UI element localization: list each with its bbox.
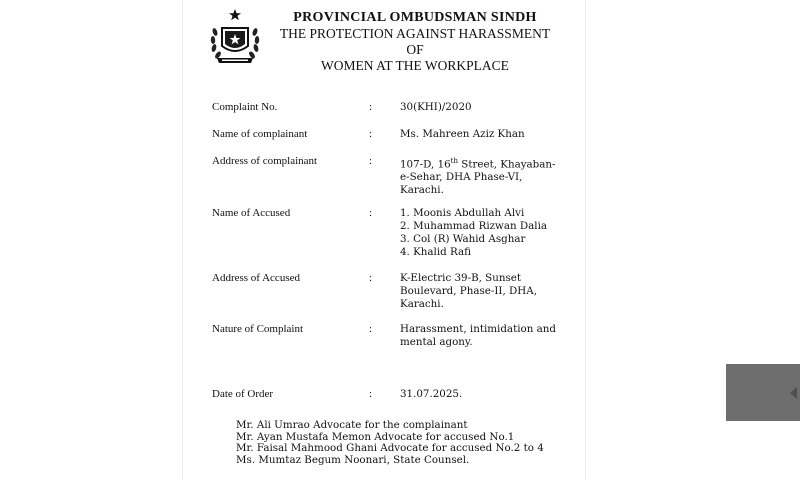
- accused-names-list: [400, 207, 570, 259]
- accused-address-line: K-Electric 39-B, Sunset: [400, 272, 522, 284]
- field-separator: :: [369, 155, 373, 167]
- field-separator: :: [369, 388, 373, 400]
- complaint-number-value: 30(KHI)/2020: [400, 101, 472, 113]
- complaint-number-label: Complaint No.: [212, 101, 278, 113]
- complaint-nature-line: mental agony.: [400, 336, 473, 348]
- field-separator: :: [369, 207, 373, 219]
- counsel-item: Mr. Ali Umrao Advocate for the complainant: [236, 419, 468, 431]
- order-date-value: 31.07.2025.: [400, 388, 463, 400]
- accused-names-label: Name of Accused: [212, 207, 291, 219]
- organization-header: [270, 10, 560, 74]
- list-item: 1. Moonis Abdullah Alvi: [400, 207, 525, 219]
- emblem-seal-icon: [208, 8, 262, 66]
- complainant-address-value: [400, 155, 570, 197]
- counsel-list: [236, 420, 544, 466]
- field-separator: :: [369, 323, 373, 335]
- side-panel-toggle[interactable]: [726, 364, 800, 421]
- counsel-item: Mr. Ayan Mustafa Memon Advocate for accused No.1: [236, 430, 515, 443]
- complaint-nature-label: Nature of Complaint: [212, 323, 304, 335]
- complainant-address-label: Address of complainant: [212, 155, 318, 167]
- field-separator: :: [369, 101, 373, 113]
- counsel-item: Mr. Faisal Mahmood Ghani Advocate for accused No.2 to 4: [236, 442, 544, 454]
- organization-subtitle-line-2: WOMEN AT THE WORKPLACE: [321, 58, 509, 73]
- accused-address-value: [400, 272, 570, 311]
- list-item: 3. Col (R) Wahid Asghar: [400, 233, 526, 245]
- complainant-address-line-1: 107-D, 16th Street, Khayaban-: [400, 157, 556, 171]
- accused-address-line: Boulevard, Phase-II, DHA,: [400, 285, 537, 297]
- counsel-item: Ms. Mumtaz Begum Noonari, State Counsel.: [236, 453, 470, 466]
- accused-address-line: Karachi.: [400, 298, 444, 310]
- organization-title: PROVINCIAL OMBUDSMAN SINDH: [293, 10, 537, 25]
- complainant-address-line-2: e-Sehar, DHA Phase-VI,: [400, 171, 523, 184]
- complainant-name-value: Ms. Mahreen Aziz Khan: [400, 128, 525, 140]
- field-separator: :: [369, 272, 373, 284]
- list-item: 2. Muhammad Rizwan Dalia: [400, 220, 548, 232]
- complaint-nature-value: [400, 323, 570, 349]
- list-item: 4. Khalid Rafi: [400, 246, 472, 258]
- accused-address-label: Address of Accused: [212, 272, 300, 284]
- complainant-address-line-3: Karachi.: [400, 184, 444, 197]
- complainant-name-label: Name of complainant: [212, 128, 308, 140]
- field-separator: :: [369, 128, 373, 140]
- complaint-nature-line: Harassment, intimidation and: [400, 323, 556, 335]
- order-date-label: Date of Order: [212, 388, 274, 400]
- organization-subtitle-line-1: THE PROTECTION AGAINST HARASSMENT OF: [279, 26, 551, 57]
